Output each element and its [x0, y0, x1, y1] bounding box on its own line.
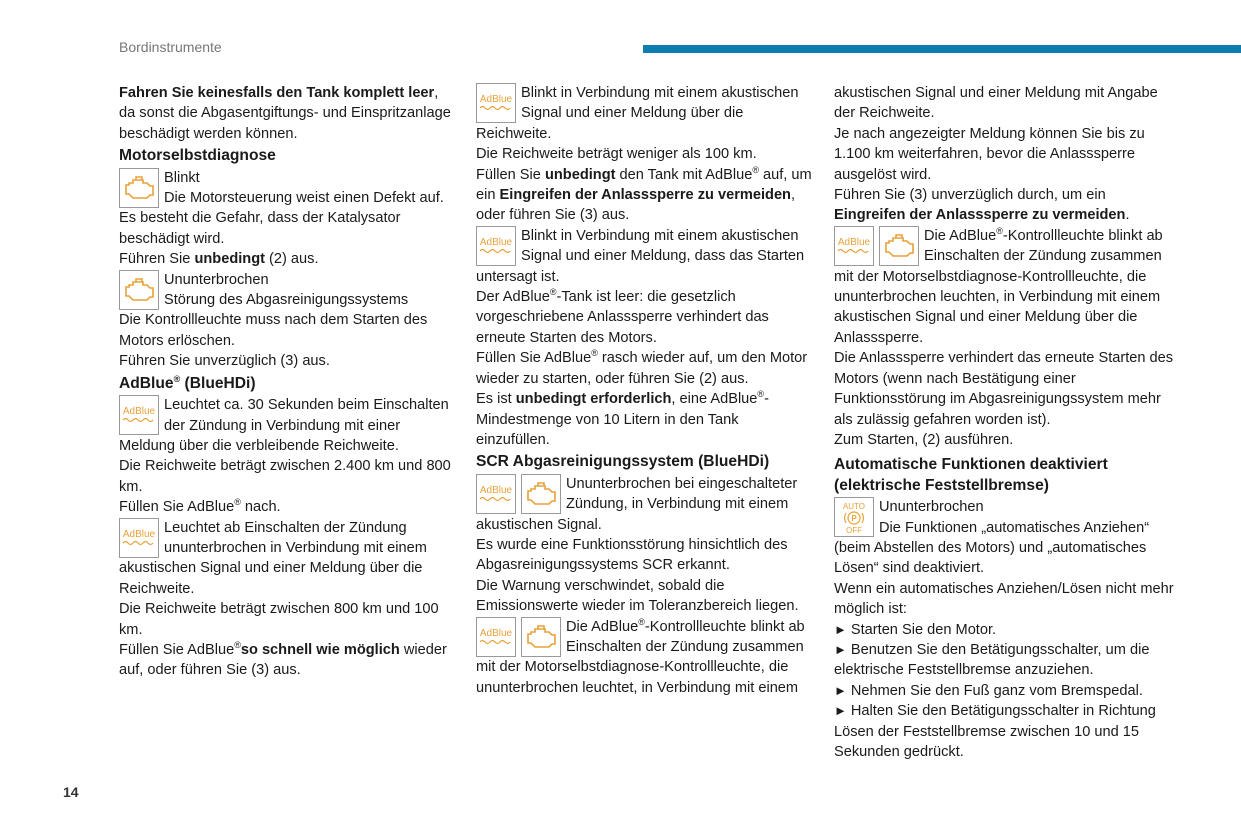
adblue-refill-pre: Füllen Sie AdBlue — [476, 350, 592, 367]
adblue-steady-action-bold: so schnell wie möglich — [240, 641, 400, 658]
tank-warning-text: , da sonst die Abgasentgiftungs- und Einspritzanlage beschädigt werden können. — [119, 85, 451, 142]
adblue-steady-action-sup: ® — [234, 640, 241, 651]
adblue-tank-empty-sup: ® — [549, 287, 557, 298]
motor-blink-action-post: (2) aus. — [264, 251, 319, 268]
heading-adblue-text: AdBlue — [119, 374, 174, 392]
motor-blink-action — [119, 249, 455, 269]
adblue-blink-action-post: , oder führen Sie (3) aus. — [476, 187, 796, 224]
adblue-30s-action-pre: Füllen Sie AdBlue — [119, 499, 235, 516]
adblue-steady-action-post: wieder auf, oder führen Sie (3) aus. — [119, 641, 447, 679]
adblue-tank-empty-post: -Tank ist leer: die gesetzlich vorgeschriebene Anlasssperre verhindert das erneute Starten des Motors. — [476, 289, 769, 346]
scr-action — [834, 185, 1174, 226]
adblue-30s-action-post: nach. — [240, 499, 281, 516]
adblue-blink-text: Blinkt in Verbindung mit einem akustischen Signal und einer Meldung über die Reichweite. — [476, 85, 799, 142]
adblue-steady-action — [119, 640, 455, 681]
step-text: Nehmen Sie den Fuß ganz vom Bremspedal. — [850, 682, 1143, 699]
adblue-icon — [476, 474, 516, 514]
auto-off-text: Die Funktionen „automatisches Anziehen“ (beim Abstellen des Motors) und „automatisches Lösen“ sind deaktiviert. — [834, 519, 1150, 577]
scr-blink-pre: Die AdBlue — [566, 618, 639, 635]
adblue-blink-action-mid: den Tank mit AdBlue — [615, 166, 753, 183]
adblue-minimum-bold: unbedingt erforderlich — [515, 391, 672, 408]
motor-blink-state: Blinkt — [164, 169, 200, 186]
adblue-minimum — [476, 389, 816, 450]
adblue-blink-action-pre: Füllen Sie — [476, 166, 545, 183]
motor-blink-action-pre: Führen Sie — [119, 251, 195, 268]
adblue-30s-range: Die Reichweite beträgt zwischen 2.400 km und 800 km. — [119, 458, 451, 495]
adblue-steady-action-pre: Füllen Sie AdBlue — [119, 641, 235, 658]
adblue-icon — [119, 518, 159, 558]
tank-warning-bold: Fahren Sie keinesfalls den Tank komplett leer — [119, 85, 435, 101]
engine-warning-icon — [521, 617, 561, 657]
step-item — [834, 640, 1174, 681]
scr-range-text: Je nach angezeigter Meldung können Sie bis zu 1.100 km weiterfahren, bevor die Anlasssperre ausgelöst wird. — [834, 125, 1145, 183]
adblue-blink-action — [476, 165, 816, 226]
start-block-action: Zum Starten, (2) ausführen. — [834, 431, 1014, 448]
adblue-tank-empty — [476, 287, 816, 348]
adblue-minimum-pre: Es ist — [476, 391, 516, 408]
adblue-minimum-post: -Mindestmenge von 10 Litern in den Tank einzufüllen. — [476, 391, 769, 448]
adblue-blink-action-mid2: auf, um ein — [476, 166, 812, 204]
adblue-icon-label: AdBlue — [479, 627, 513, 639]
scr-blink-continued: akustischen Signal und einer Meldung mit Angabe der Reichweite. — [834, 85, 1158, 122]
scr-action-bold: Eingreifen der Anlasssperre zu vermeiden — [834, 207, 1126, 224]
scr-blink-sup: ® — [638, 616, 645, 627]
column-3 — [834, 83, 1174, 762]
p-label: P — [851, 514, 857, 524]
column-2 — [476, 83, 816, 698]
adblue-steady-range: Die Reichweite beträgt zwischen 800 km und 100 km. — [119, 601, 439, 638]
off-label: OFF — [846, 526, 862, 536]
adblue-30s-block — [119, 395, 455, 517]
adblue-blink-action-sup: ® — [752, 164, 759, 175]
motor-steady-block — [119, 270, 455, 372]
step-item — [834, 620, 1174, 640]
heading-scr: SCR Abgasreinigungssystem (BlueHDi) — [476, 453, 770, 471]
start-block-block — [834, 226, 1174, 450]
auto-off-state: Ununterbrochen — [879, 499, 984, 516]
heading-auto-functions: Automatische Funktionen deaktiviert (elektrische Feststellbremse) — [834, 456, 1108, 494]
auto-off-block — [834, 497, 1174, 762]
adblue-icon — [119, 395, 159, 435]
adblue-icon-label: AdBlue — [122, 406, 156, 418]
step-text: Starten Sie den Motor. — [850, 621, 997, 638]
scr-blink-post: -Kontrollleuchte blinkt ab Einschalten der Zündung zusammen mit der Motorselbstdiagnose-Kontrollleuchte, die ununterbrochen leuchtet, in Verbindung mit einem — [476, 618, 805, 696]
adblue-blink-block — [476, 83, 816, 226]
engine-warning-icon — [119, 168, 159, 208]
scr-steady-block — [476, 474, 816, 617]
auto-off-condition: Wenn ein automatisches Anziehen/Lösen nicht mehr möglich ist: — [834, 580, 1174, 618]
step-item — [834, 681, 1174, 701]
adblue-icon — [476, 226, 516, 266]
column-1 — [119, 83, 455, 681]
step-text: Halten Sie den Betätigungsschalter in Richtung Lösen der Feststellbremse zwischen 10 und 15 Sekunden gedrückt. — [834, 703, 1156, 760]
motor-steady-state: Ununterbrochen — [164, 271, 269, 288]
heading-adblue-post: (BlueHDi) — [180, 374, 256, 392]
start-block-pre: Die AdBlue — [924, 227, 997, 244]
step-marker: ► — [834, 621, 847, 637]
motor-steady-text2: Die Kontrollleuchte muss nach dem Starten des Motors erlöschen. — [119, 312, 428, 349]
motor-blink-block — [119, 168, 455, 270]
scr-steady-text: Ununterbrochen bei eingeschalteter Zündung, in Verbindung mit einem akustischen Signal. — [476, 475, 798, 533]
auto-label: AUTO — [842, 502, 866, 512]
heading-adblue — [119, 374, 455, 394]
step-marker: ► — [834, 641, 847, 657]
step-text: Benutzen Sie den Betätigungsschalter, um die elektrische Feststellbremse anzuziehen. — [834, 641, 1150, 679]
tank-warning-paragraph — [119, 83, 455, 144]
adblue-icon-label: AdBlue — [837, 236, 871, 248]
adblue-refill-sup: ® — [591, 348, 598, 359]
adblue-30s-action-sup: ® — [234, 497, 241, 508]
adblue-icon-label: AdBlue — [479, 94, 513, 105]
adblue-icon-label: AdBlue — [479, 484, 513, 496]
adblue-icon — [834, 226, 874, 266]
adblue-blink-range: Die Reichweite beträgt weniger als 100 km. — [476, 146, 757, 163]
adblue-minimum-mid: , eine AdBlue — [671, 391, 758, 408]
start-block-post: -Kontrollleuchte blinkt ab Einschalten der Zündung zusammen mit der Motorselbstdiagnose-Kontrollleuchte, die ununterbrochen leuchten, in Verbindung mit einem akustischen Signal und einer Meldung über die Anlasssperre. — [834, 227, 1163, 346]
adblue-start-blocked-block — [476, 226, 816, 450]
adblue-30s-text: Leuchtet ca. 30 Sekunden beim Einschalten der Zündung in Verbindung mit einer Meldung über die verbleibende Reichweite. — [119, 397, 449, 454]
adblue-steady-text: Leuchtet ab Einschalten der Zündung ununterbrochen in Verbindung mit einem akustischen Signal und einer Meldung über die Reichweite. — [119, 519, 427, 597]
page-number: 14 — [63, 784, 79, 800]
heading-motorselbstdiagnose: Motorselbstdiagnose — [119, 147, 276, 165]
adblue-refill-post: rasch wieder auf, um den Motor wieder zu starten, oder führen Sie (2) aus. — [476, 350, 808, 387]
adblue-icon — [476, 83, 516, 123]
page-header-title: Bordinstrumente — [119, 39, 222, 55]
adblue-blink-action-bold2: Eingreifen der Anlasssperre zu vermeiden — [499, 187, 791, 204]
header-accent-bar — [643, 45, 1241, 53]
step-item — [834, 701, 1174, 762]
auto-off-parking-brake-icon — [834, 497, 874, 537]
motor-steady-text: Störung des Abgasreinigungssystems — [164, 292, 409, 309]
adblue-start-blocked-text: Blinkt in Verbindung mit einem akustischen Signal und einer Meldung, dass das Starten untersagt ist. — [476, 227, 805, 285]
engine-warning-icon — [879, 226, 919, 266]
adblue-refill — [476, 348, 816, 389]
motor-blink-action-bold: unbedingt — [194, 251, 265, 268]
start-block-sup: ® — [996, 225, 1003, 236]
adblue-minimum-sup: ® — [757, 389, 765, 400]
scr-blink-block — [476, 617, 816, 699]
adblue-icon-label: AdBlue — [122, 528, 156, 540]
motor-blink-text: Die Motorsteuerung weist einen Defekt auf. Es besteht die Gefahr, dass der Katalysator beschädigt wird. — [119, 190, 444, 247]
step-marker: ► — [834, 682, 847, 698]
motor-steady-action: Führen Sie unverzüglich (3) aus. — [119, 353, 330, 370]
heading-adblue-sup: ® — [173, 373, 181, 384]
engine-warning-icon — [119, 270, 159, 310]
adblue-tank-empty-pre: Der AdBlue — [476, 289, 550, 306]
adblue-blink-action-bold1: unbedingt — [544, 166, 616, 183]
scr-fault-text: Es wurde eine Funktionsstörung hinsichtlich des Abgasreinigungssystems SCR erkannt. — [476, 536, 788, 574]
adblue-icon-label: AdBlue — [479, 236, 513, 248]
adblue-steady-block — [119, 518, 455, 681]
adblue-30s-action — [119, 497, 455, 517]
engine-warning-icon — [521, 474, 561, 514]
step-marker: ► — [834, 703, 847, 719]
scr-warning-text: Die Warnung verschwindet, sobald die Emissionswerte wieder im Toleranzbereich liegen. — [476, 577, 799, 615]
scr-action-post: . — [1125, 207, 1130, 224]
scr-action-pre: Führen Sie (3) unverzüglich durch, um ein — [834, 187, 1106, 204]
adblue-icon — [476, 617, 516, 657]
start-block-explanation: Die Anlasssperre verhindert das erneute Starten des Motors (wenn nach Bestätigung einer Funktionsstörung im Abgasreinigungssystem mehr als zulässig gefahren worden ist). — [834, 350, 1174, 428]
